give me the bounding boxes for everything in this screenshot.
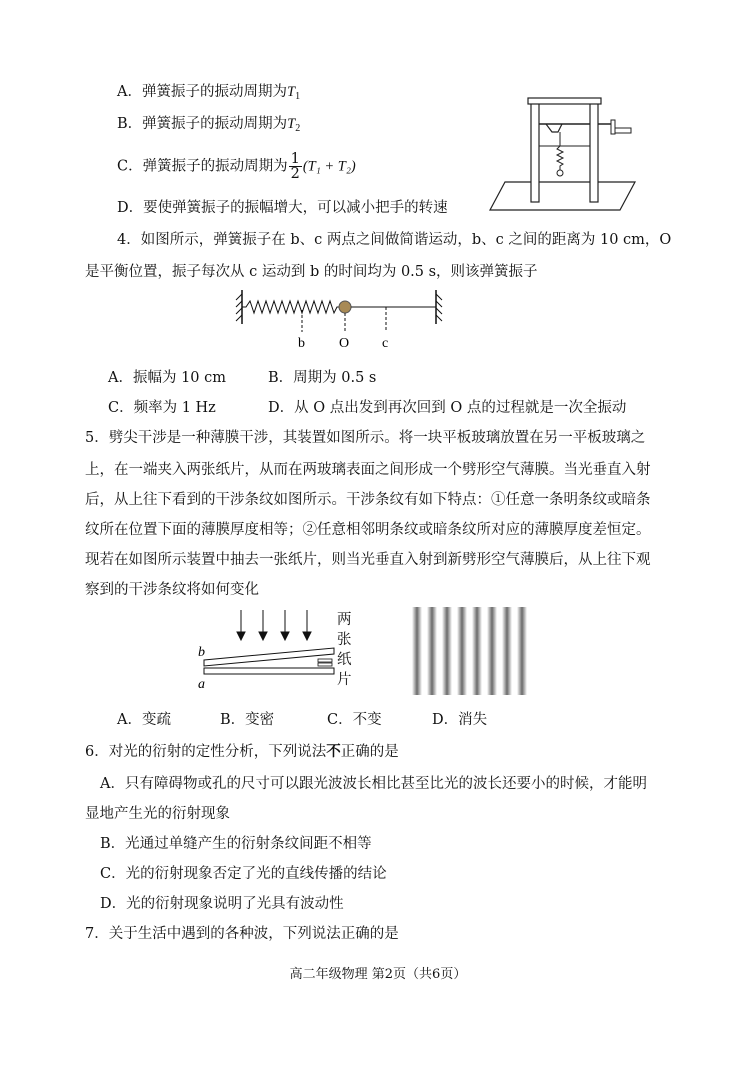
q3-option-a-symbol: $T_1$	[286, 84, 301, 102]
crank-handle	[615, 128, 631, 133]
q5-stem-line1: 5．劈尖干涉是一种薄膜干涉，其装置如图所示。将一块平板玻璃放置在另一平板玻璃之	[85, 430, 646, 446]
crank-handle-link	[611, 120, 615, 134]
q4-option-d: D．从 O 点出发到再次回到 O 点的过程就是一次全振动	[268, 400, 627, 416]
label-c: c	[382, 336, 389, 351]
label-b: b	[298, 336, 305, 351]
q5-option-b: B．变密	[220, 712, 275, 728]
q5-option-c: C．不变	[327, 712, 382, 728]
q5-stem-line4: 纹所在位置下面的薄膜厚度相等；②任意相邻明条纹或暗条纹所对应的薄膜厚度差恒定。	[85, 522, 651, 538]
page-footer: 高二年级物理 第2页（共6页）	[289, 967, 467, 982]
paper-label-char-2: 张	[337, 632, 352, 648]
fringe-4	[457, 607, 467, 695]
fringe-5	[472, 607, 482, 695]
fringe-1	[412, 607, 422, 695]
lower-glass-plate-a	[204, 668, 334, 674]
fringe-7	[502, 607, 512, 695]
q3-option-c-expression: (T₁ + T₂)	[302, 158, 356, 175]
q6-option-c: C．光的衍射现象否定了光的直线传播的结论	[100, 866, 387, 882]
q3-option-c-text: C．弹簧振子的振动周期为	[117, 158, 288, 175]
q3-option-b-symbol: $T_2$	[287, 116, 301, 134]
q6-stem-suffix: 正确的是	[340, 744, 399, 760]
fringe-6	[487, 607, 497, 695]
paper-slip-2	[318, 663, 332, 666]
q5-stem-line2: 上，在一端夹入两张纸片，从而在两玻璃表面之间形成一个劈形空气薄膜。当光垂直入射	[85, 462, 651, 478]
spring	[242, 301, 339, 313]
q5-option-d: D．消失	[432, 712, 488, 728]
apparatus-left-post	[531, 102, 539, 202]
fringe-3	[442, 607, 452, 695]
q4-stem-line1: 4．如图所示，弹簧振子在 b、c 两点之间做简谐运动，b、c 之间的距离为 10 cm，O	[117, 232, 672, 248]
q6-option-d: D．光的衍射现象说明了光具有波动性	[100, 896, 344, 912]
q5-stem-line6: 察到的干涉条纹将如何变化	[85, 582, 259, 598]
crank-bend	[546, 124, 562, 132]
q5-interference-fringes-figure	[410, 607, 534, 695]
oscillator-ball	[339, 301, 351, 313]
q3-option-a	[117, 82, 300, 107]
fringe-2	[427, 607, 437, 695]
spring-bob	[557, 170, 563, 176]
q3-option-b-text: B．弹簧振子的振动周期为	[117, 116, 288, 132]
right-wall-hatch	[436, 294, 442, 321]
q4-option-b: B．周期为 0.5 s	[268, 370, 377, 386]
label-a: a	[198, 677, 205, 692]
q3-option-c-fraction: $\frac{1}{2}$	[290, 151, 300, 182]
q6-option-a-line2: 显地产生光的衍射现象	[85, 806, 230, 822]
q7-stem: 7．关于生活中遇到的各种波，下列说法正确的是	[85, 926, 399, 942]
q6-stem	[85, 742, 399, 762]
label-o: O	[339, 336, 350, 351]
q3-option-b	[117, 114, 300, 139]
q3-option-a-text: A．弹簧振子的振动周期为	[117, 84, 287, 100]
spring	[557, 132, 563, 170]
paper-slip-1	[318, 659, 332, 662]
q3-crank-apparatus-figure	[490, 92, 640, 220]
q6-option-b: B．光通过单缝产生的衍射条纹间距不相等	[100, 836, 372, 852]
apparatus-right-post	[590, 102, 598, 202]
incident-light-arrows	[237, 610, 311, 640]
q6-option-a-line1: A．只有障碍物或孔的尺寸可以跟光波波长相比甚至比光的波长还要小的时候，才能明	[100, 776, 647, 792]
q4-stem-line2: 是平衡位置，振子每次从 c 运动到 b 的时间均为 0.5 s，则该弹簧振子	[85, 264, 538, 280]
upper-glass-plate-b	[204, 648, 334, 666]
apparatus-base	[490, 182, 635, 210]
q5-stem-line5: 现若在如图所示装置中抽去一张纸片，则当光垂直入射到新劈形空气薄膜后，从上往下观	[85, 552, 651, 568]
q4-option-a: A．振幅为 10 cm	[108, 370, 227, 386]
apparatus-top-bar	[528, 98, 601, 104]
paper-label-char-3: 纸	[337, 652, 352, 668]
paper-label-char-4: 片	[337, 672, 352, 688]
q5-stem-line3: 后，从上往下看到的干涉条纹如图所示。干涉条纹有如下特点：①任意一条明条纹或暗条	[85, 492, 651, 508]
q3-option-c	[117, 152, 356, 181]
q6-stem-emphasis: 不	[326, 744, 341, 760]
q6-stem-prefix: 6．对光的衍射的定性分析，下列说法	[85, 744, 327, 760]
left-wall-hatch	[236, 294, 242, 321]
label-b: b	[198, 645, 205, 660]
q5-option-a: A．变疏	[117, 712, 171, 728]
q4-option-c: C．频率为 1 Hz	[108, 400, 216, 416]
paper-label-char-1: 两	[337, 612, 352, 628]
q3-option-d: D．要使弹簧振子的振幅增大，可以减小把手的转速	[117, 200, 448, 216]
q4-spring-oscillator-figure	[236, 288, 446, 352]
fringe-8	[517, 607, 527, 695]
